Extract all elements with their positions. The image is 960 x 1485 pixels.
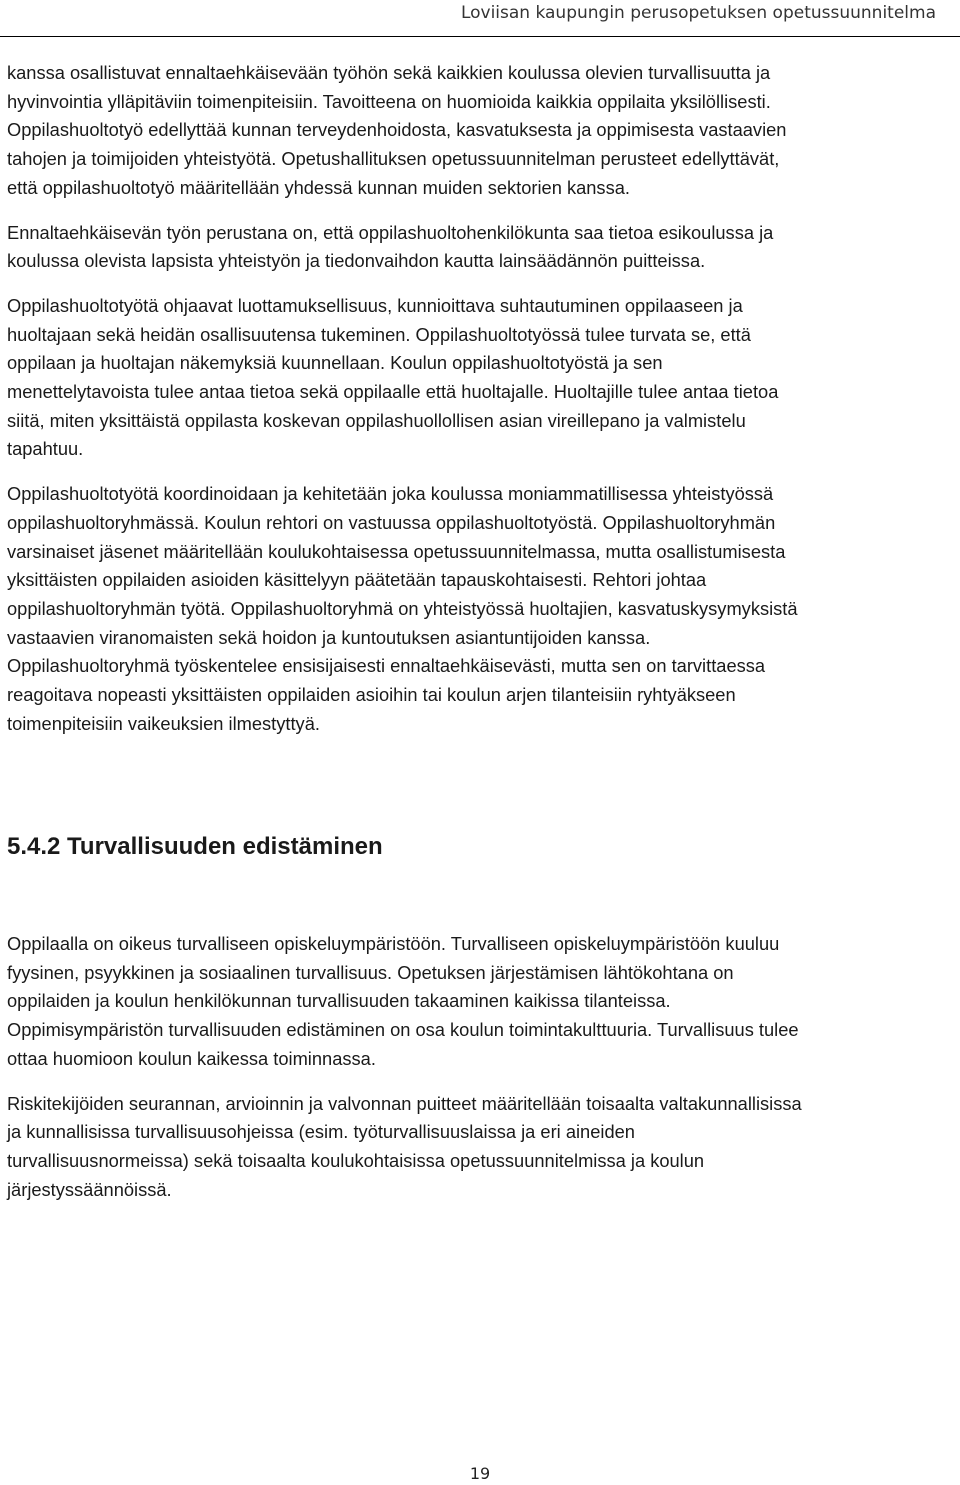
section-paragraph-2: Riskitekijöiden seurannan, arvioinnin ja valvonnan puitteet määritellään toisaalta valtakunnallisissa ja kunnallisissa turvallisuusohjeissa (esim. työturvallisuuslaissa ja eri aineiden turvallisuusnormeissa) sekä toisaalta koulukohtaisissa opetussuunnitelmissa ja koulun järjestyssäännöissä. (7, 1092, 802, 1200)
document-title: Loviisan kaupungin perusopetuksen opetussuunnitelma (460, 3, 936, 23)
paragraph-3: Oppilashuoltotyötä ohjaavat luottamuksellisuus, kunnioittava suhtautuminen oppilaaseen ja huoltajaan sekä heidän osallisuutensa tukeminen. Oppilashuoltotyössä tulee turvata se, että oppilaan ja huoltajan näkemyksiä kuunnellaan. Koulun oppilashuoltotyöstä ja sen menettelytavoista tulee antaa tietoa sekä oppilaalle että huoltajalle. Huoltajille tulee antaa tietoa siitä, miten yksittäistä oppilasta koskevan oppilashuollollisen asian vireillepano ja valmistelu tapahtuu. (7, 294, 779, 460)
section-heading: 5.4.2 Turvallisuuden edistäminen (7, 833, 383, 860)
page-number: 19 (469, 1464, 491, 1483)
page-header (0, 0, 960, 37)
paragraph-1: kanssa osallistuvat ennaltaehkäisevään työhön sekä kaikkien koulussa olevien turvallisuutta ja hyvinvointia ylläpitäviin toimenpiteisiin. Tavoitteena on huomioida kaikkia oppilaita yksilöllisesti. Oppilashuoltotyö edellyttää kunnan terveydenhoidosta, kasvatuksesta ja oppimisesta vastaavien tahojen ja toimijoiden yhteistyötä. Opetushallituksen opetussuunnitelman perusteet edellyttävät, että oppilashuoltotyö määritellään yhdessä kunnan muiden sektorien kanssa. (7, 62, 787, 198)
header-divider (0, 36, 960, 37)
body-text-top (7, 59, 952, 754)
paragraph-2: Ennaltaehkäisevän työn perustana on, että oppilashuoltohenkilökunta saa tietoa esikoulussa ja koulussa olevista lapsista yhteistyön ja tiedonvaihdon kautta lainsäädännön puitteissa. (7, 221, 774, 272)
paragraph-4: Oppilashuoltotyötä koordinoidaan ja kehitetään joka koulussa moniammatillisessa yhteistyössä oppilashuoltoryhmässä. Koulun rehtori on vastuussa oppilashuoltotyöstä. Oppilashuoltoryhmän varsinaiset jäsenet määritellään koulukohtaisessa opetussuunnitelmassa, mutta osallistumisesta yksittäisten oppilaiden asioiden käsittelyyn päätetään tapauskohtaisesti. Rehtori johtaa oppilashuoltoryhmän työtä. Oppilashuoltoryhmä on yhteistyössä huoltajien, kasvatuskysymyksistä vastaavien viranomaisten sekä hoidon ja kuntoutuksen asiantuntijoiden kanssa. Oppilashuoltoryhmä työskentelee ensisijaisesti ennaltaehkäisevästi, mutta sen on tarvittaessa reagoitava nopeasti yksittäisten oppilaiden asioihin tai koulun arjen tilanteisiin ryhtyäkseen toimenpiteisiin vaikeuksien ilmestyttyä. (7, 483, 798, 734)
section-body (7, 930, 952, 1220)
section-paragraph-1: Oppilaalla on oikeus turvalliseen opiskeluympäristöön. Turvalliseen opiskeluympäristöön kuuluu fyysinen, psyykkinen ja sosiaalinen turvallisuus. Opetuksen järjestämisen lähtökohtana on oppilaiden ja koulun henkilökunnan turvallisuuden takaaminen kaikissa tilanteissa. Oppimisympäristön turvallisuuden edistäminen on osa koulun toimintakulttuuria. Turvallisuus tulee ottaa huomioon koulun kaikessa toiminnassa. (7, 933, 799, 1069)
